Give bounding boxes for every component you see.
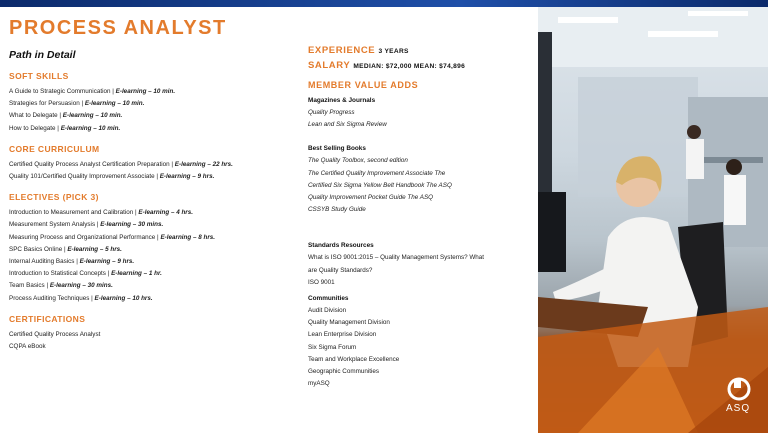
course-line: [9, 244, 299, 256]
page-subtitle: Path in Detail: [9, 49, 76, 61]
course-title: Certified Quality Process Analyst Certification Preparation |: [9, 160, 175, 168]
page-title: PROCESS ANALYST: [9, 17, 227, 39]
course-line: [9, 98, 299, 110]
lab-scene-illustration: [538, 7, 768, 433]
magazines-heading: Magazines & Journals: [308, 97, 376, 104]
curriculum-column: [9, 71, 299, 353]
list-item: Quality Progress: [308, 109, 355, 116]
list-item: Certified Quality Process Analyst: [9, 330, 101, 338]
course-line: [9, 219, 299, 231]
course-title: Team Basics |: [9, 282, 50, 290]
course-format: E-learning – 10 min.: [62, 112, 123, 120]
standards-heading: Standards Resources: [308, 242, 374, 250]
list-item: Lean and Six Sigma Review: [308, 121, 387, 129]
list-item: Quality Management Division: [308, 319, 390, 327]
list-item: are Quality Standards?: [308, 266, 373, 274]
asq-logo-text: ASQ: [726, 403, 751, 414]
course-title: Internal Auditing Basics |: [9, 258, 80, 266]
list-item: myASQ: [308, 380, 330, 388]
course-title: Process Auditing Techniques |: [9, 294, 95, 302]
course-format: E-learning – 5 hrs.: [67, 245, 122, 253]
list-item: CSSYB Study Guide: [308, 206, 366, 214]
electives-list: [9, 207, 299, 305]
soft-skills-list: [9, 86, 299, 135]
list-item: Certified Six Sigma Yellow Belt Handbook The ASQ: [308, 181, 452, 189]
course-format: E-learning – 8 hrs.: [160, 233, 216, 241]
list-item: Quality Improvement Pocket Guide The ASQ: [308, 194, 434, 202]
list-item: CQPA eBook: [9, 343, 46, 351]
course-format: E-learning – 10 min.: [115, 88, 176, 95]
course-format: E-learning – 10 min.: [84, 100, 145, 108]
course-format: E-learning – 10 min.: [60, 124, 121, 132]
list-item: Six Sigma Forum: [308, 343, 357, 351]
course-line: [9, 293, 299, 305]
list-item: What is ISO 9001:2015 – Quality Management Systems? What: [308, 254, 485, 262]
course-format: E-learning – 9 hrs.: [159, 173, 215, 181]
list-item: Team and Workplace Excellence: [308, 355, 400, 363]
soft-skills-heading: SOFT SKILLS: [9, 71, 69, 81]
course-line: [9, 232, 299, 244]
lab-scientist-photo: [538, 7, 768, 433]
career-info-column: [308, 44, 530, 390]
salary-value: MEDIAN: $72,000 MEAN: $74,896: [353, 63, 466, 70]
course-title: Measuring Process and Organizational Performance |: [9, 233, 161, 241]
course-title: SPC Basics Online |: [9, 245, 68, 253]
course-line: [9, 256, 299, 268]
course-line: [9, 268, 299, 280]
course-title: Measurement System Analysis |: [9, 221, 101, 229]
course-line: [9, 110, 299, 122]
magazines-list: [308, 107, 530, 131]
course-title: Introduction to Statistical Concepts |: [9, 270, 112, 278]
course-line: [9, 159, 299, 171]
course-title: How to Delegate |: [9, 124, 61, 132]
top-banner-bar: [0, 0, 768, 7]
course-format: E-learning – 4 hrs.: [138, 209, 193, 217]
standards-list: [308, 252, 530, 289]
communities-list: [308, 305, 530, 390]
list-item: Lean Enterprise Division: [308, 331, 377, 339]
salary-row: [308, 59, 530, 74]
communities-heading: Communities: [308, 295, 349, 303]
member-value-heading: MEMBER VALUE ADDS: [308, 80, 419, 90]
core-curriculum-heading: CORE CURRICULUM: [9, 143, 100, 154]
course-format: E-learning – 30 mins.: [49, 282, 113, 290]
list-item: The Certified Quality Improvement Associate The: [308, 169, 446, 177]
list-item: ISO 9001: [308, 278, 335, 286]
list-item: Audit Division: [308, 307, 347, 315]
course-line: [9, 123, 299, 135]
course-title: A Guide to Strategic Communication |: [9, 88, 116, 95]
list-item: Geographic Communities: [308, 368, 380, 376]
course-title: Quality 101/Certified Quality Improvement Associate |: [9, 173, 160, 181]
course-line: [9, 207, 299, 219]
course-format: E-learning – 30 mins.: [100, 221, 164, 229]
course-format: E-learning – 22 hrs.: [174, 160, 233, 168]
certifications-list: [9, 329, 299, 353]
course-format: E-learning – 10 hrs.: [94, 294, 153, 302]
course-title: Strategies for Persuasion |: [9, 100, 85, 108]
course-line: [9, 86, 299, 98]
salary-label: SALARY: [308, 60, 351, 71]
books-heading: Best Selling Books: [308, 145, 366, 153]
electives-heading: ELECTIVES (PICK 3): [9, 192, 99, 203]
course-title: What to Delegate |: [9, 112, 63, 120]
books-list: [308, 155, 530, 216]
course-format: E-learning – 9 hrs.: [79, 258, 135, 266]
experience-label: EXPERIENCE: [308, 45, 376, 56]
list-item: The Quality Toolbox, second edition: [308, 157, 408, 165]
course-format: E-learning – 1 hr.: [111, 270, 162, 278]
course-line: [9, 280, 299, 292]
experience-value: 3 YEARS: [378, 48, 409, 55]
course-line: [9, 171, 299, 183]
certifications-heading: CERTIFICATIONS: [9, 313, 86, 324]
experience-row: [308, 44, 530, 59]
course-title: Introduction to Measurement and Calibration |: [9, 209, 139, 217]
core-curriculum-list: [9, 159, 299, 183]
